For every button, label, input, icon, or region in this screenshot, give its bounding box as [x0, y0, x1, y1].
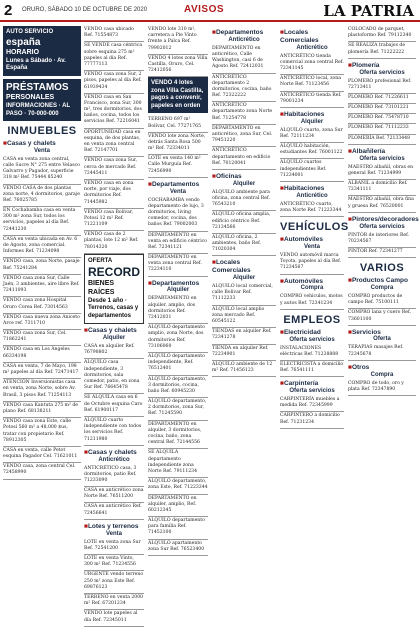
classified-ad: CARPINTERO a domicilio Ref. 71231234 [280, 412, 344, 428]
classified-ad: ANTICRÉTICO departamento zona Norte Ref. 71254778 [212, 102, 276, 125]
classified-heading: ■ Automóviles [280, 278, 344, 286]
classified-subheading: Alquiler [166, 287, 190, 294]
classified-ad: ALQUILO casa independiente, 3 dormitorios, sala comedor, patio, en zona Sur Ref. 76645478 [84, 359, 144, 394]
classified-ad: ALQUILO departamento, zona Este, Ref. 71223344 [148, 478, 208, 494]
column-3 [148, 26, 208, 552]
classified-ad: ALQUILO departamento, 2 dormitorios, zona Sur, Ref. 71245590 [148, 398, 208, 421]
classified-heading: ■ Departamentos [148, 280, 208, 288]
classified-subheading: Oferta servicios [359, 223, 405, 230]
classified-ad: LOTE en venta 140 m² Calle Murguía Ref. 72456990 [148, 155, 208, 178]
classified-ad: CASA en venta zona central, calle Sucre N° 275 entre Velasco Galvarro y Pagador, superficie 318 m² Ref. 75444 85240 [3, 156, 81, 185]
classified-ad: VENDO casa, zona Norte, pasaje Ref. 75241284 [3, 258, 81, 274]
category-inmuebles: INMUEBLES [7, 125, 77, 137]
classified-ad: VENDO automóvil marca Toyota, papeles al día Ref. 71234567 [280, 252, 344, 275]
classified-ad: INSTALACIONES eléctricas Ref. 71238888 [280, 345, 344, 361]
classified-ad: TIENDAS en alquiler Ref. 72341278 [212, 328, 276, 344]
classified-ad: VENDO lote papeles al día Ref. 72345011 [84, 610, 144, 626]
classified-ad: ANTICRÉTICO casa, 3 dormitorios, patio Ref. 71233090 [84, 465, 144, 488]
classified-ad: CASA en venta ubicada en Av. 6 de Agosto, zona comercial. Informes Ref. 71234098 [3, 236, 81, 259]
classified-ad: ANTICRÉTICO local, zona Norte Ref. 71123456 [280, 75, 344, 91]
classified-ad: VENDO casa en San Francisco, zona Sur, 300 m², tres dormitorios, dos baños, cocina, todos los servicios Ref. 72216041 [84, 94, 144, 129]
classified-ad: ANTICRÉTICO cuarto, zona Norte Ref. 71223344 [280, 201, 344, 217]
classified-list [280, 396, 344, 429]
classified-subheading: Venta [33, 147, 50, 154]
column-1 [3, 26, 81, 510]
column-4 [212, 26, 276, 510]
classified-ad: OPORTUNIDAD casa en esquina, de dos plantas, en venta zona central Ref. 72147701 [84, 129, 144, 158]
classified-ad: ALQUILO ambiente de 12 m² Ref. 71456123 [212, 361, 276, 377]
classified-ad: VENDO lote zona Norte, detrás Santa Rosa 500 m² Ref. 72334011 [148, 133, 208, 156]
classified-heading: ■ Habitaciones [280, 111, 344, 119]
classified-ad: VENDO 4 lotes zona Villa Castilla, Oruro, Cel. 72412056 [148, 55, 208, 78]
display-ad-record: OFERTA RECORD BIENES RAÍCES Desde 1 año · Terrenos, casas y departamentos [84, 254, 144, 325]
classified-list [212, 189, 276, 257]
category-vehiculos: VEHÍCULOS [280, 221, 349, 234]
classified-ad: ALQUILO oficina, 2 ambientes, baño Ref. 71020304 [212, 234, 276, 257]
classified-ad: VENDO casa zona Sur, Cel. 71862241 [3, 330, 81, 346]
classified-ad: PINTOR Ref. 72341277 [348, 248, 416, 258]
display-ad-autoservicio: AUTO SERVICIO españa HORARIO Lunes a Sábado · Av. España [3, 26, 81, 76]
classified-ad: COMPRO productos de campo Ref. 75100111 [348, 293, 416, 309]
classified-heading: ■ Locales Comerciales [212, 259, 276, 275]
classified-ad: CASA en venta, calle Petot esquina Pagador Cel. 71621011 [3, 447, 81, 463]
classified-heading: ■ Lotes y terrenos [84, 523, 144, 531]
classified-ad: DEPARTAMENTO en venta zona central Ref. 72234110 [148, 254, 208, 277]
classified-ad: LOTE en venta zona Sur Ref. 72541200 [84, 539, 144, 555]
classified-heading: ■ Casas y chalets [84, 327, 144, 335]
classified-ad: COLOCADO de parquet, plastoformo Ref. 79112340 [348, 26, 416, 42]
classified-ad: PLOMERÍA Ref. 72133448 [348, 135, 416, 145]
page-number: 2 [4, 2, 13, 19]
classified-ad: DEPARTAMENTO en alquiler, amplio, Ref. 60212345 [148, 495, 208, 518]
classified-subheading: Venta [303, 243, 320, 250]
classified-ad: ANTICRÉTICO departamento 2 dormitorios, cocina, baño Ref. 72322222 [212, 74, 276, 103]
classified-list [148, 116, 208, 178]
classified-list [348, 293, 416, 326]
classified-ad: VENDO casa nueva zona Aniceto Arce ref. 7311710 [3, 314, 81, 330]
classified-ad: ALQUILO oficina amplia, edificio céntrico Ref. 72134566 [212, 211, 276, 234]
classified-ad: MAESTRO albañil, obra fina y gruesa Ref. 76520001 [348, 196, 416, 212]
classified-ad: MAESTRO albañil, obras en general Ref. 71234999 [348, 164, 416, 180]
classified-list [348, 26, 416, 59]
classified-subheading: Anticrético [296, 192, 328, 199]
classified-list [84, 26, 144, 254]
classified-ad: VENDO casa zona Sur, Calle Jaén, 3 ambientes, aire libre Ref. 72411093 [3, 275, 81, 298]
classified-subheading: Venta [169, 188, 186, 195]
classified-ad: VENDO casa en Los Ángeles 66334198 [3, 346, 81, 362]
classified-list [84, 539, 144, 627]
classified-ad: ALQUILO cuarto independiente con todos los servicios Ref. 71211980 [84, 417, 144, 446]
classified-list [348, 78, 416, 145]
classified-heading: ■ Casas y chalets [84, 449, 144, 457]
classified-ad: DEPARTAMENTO en anticrético, zona Sur, Cel. 79451220 [212, 125, 276, 148]
classified-ad: TERRENO 697 m² Bolívar, Cel. 77271765 [148, 116, 208, 132]
classified-heading: ■ Pintores/decoradores [348, 216, 416, 224]
classified-subheading: Alquiler [232, 275, 256, 282]
classified-heading: ■ Productos Campo [348, 277, 416, 285]
classified-heading: ■ Albañilería [348, 148, 416, 156]
classified-heading: ■ Habitaciones [280, 185, 344, 193]
classified-subheading: Alquiler [102, 335, 126, 342]
classified-subheading: Oferta servicios [289, 336, 335, 343]
classified-heading: ■ Servicios [348, 329, 416, 337]
classified-list [348, 344, 416, 360]
classified-ad: VENDO casa ubicado Ref. 71554873 [84, 26, 144, 42]
classified-ad: PLOMERO Ref. 73101221 [348, 104, 416, 114]
classified-heading: ■ Plomería [348, 62, 416, 70]
classified-list [280, 127, 344, 182]
classified-subheading: Oferta [373, 336, 391, 343]
classified-list [3, 156, 81, 480]
classified-heading: ■ Departamentos [212, 29, 276, 37]
classified-ad: ANTICRÉTICO tienda comercial zona central Ref. 72341145 [280, 53, 344, 76]
classified-heading: ■ Automóviles [280, 236, 344, 244]
classified-ad: DEPARTAMENTO en alquiler, amplio, dos dormitorios Ref. 72412031 [148, 295, 208, 324]
classified-subheading: Oferta servicios [359, 155, 405, 162]
classified-heading: ■ Locales Comerciales [280, 29, 344, 45]
classified-ad: ALQUILO departamento independiente, Ref. 76512401 [148, 353, 208, 376]
classified-ad: ALQUILO cuarto, zona Sur Ref. 72111234 [280, 127, 344, 143]
classified-list [348, 380, 416, 396]
classified-subheading: Anticrético [98, 456, 130, 463]
category-varios: VARIOS [359, 262, 405, 275]
classified-ad: ALQUILO apartamento zona Sur Ref. 76523400 [148, 540, 208, 556]
classified-subheading: Oferta servicios [359, 69, 405, 76]
classified-ad: VENDO casa Bolívar, Potosí 12 m² Ref. 71221109 [84, 209, 144, 232]
classified-ad: SE ALQUILA casa en 6 de Octubre esquina Caro Ref. 61900117 [84, 394, 144, 417]
classified-ad: TIENDA en alquiler Ref. 72234901 [212, 345, 276, 361]
page-header [0, 0, 420, 22]
classified-list [148, 295, 208, 556]
classified-subheading: Alquiler [300, 118, 324, 125]
classified-ad: VENDO casa, zona central Cel. 72458990 [3, 463, 81, 479]
classified-heading: ■ Otros [348, 364, 416, 372]
classified-ad: CARPINTERÍA muebles a medida Ref. 72345999 [280, 396, 344, 412]
classified-subheading: Compra [370, 284, 394, 291]
classified-ad: ALQUILO local amplio zona mercado Ref. 60545122 [212, 306, 276, 329]
classified-ad: ANTICRÉTICO tienda Ref. 79001234 [280, 92, 344, 108]
classified-subheading: Compra [370, 371, 394, 378]
classified-heading: ■ Electricidad [280, 329, 344, 337]
classified-ad: ALQUILO habitación, estudiantes Ref. 76001122 [280, 143, 344, 159]
classified-ad: COMPRO lana y cuero Ref. 73601100 [348, 309, 416, 325]
column-6 [348, 26, 419, 510]
classified-ad: SE REALIZA trabajos de plomería Ref. 71222222 [348, 42, 416, 58]
classified-ad: COMPRO de todo, oro y plata Ref. 72347890 [348, 380, 416, 396]
classified-ad: LOTE en venta Vinto, 300 m² Ref. 71234556 [84, 555, 144, 571]
classified-ad: ALQUILO departamento amplio, zona Norte, dos dormitorios Ref. 73106060 [148, 324, 208, 353]
classified-subheading: Alquiler [232, 180, 256, 187]
classified-ad: PLOMERO Ref. 71112233 [348, 124, 416, 134]
dateline: ORURO, SÁBADO 10 DE OCTUBRE DE 2020 [22, 7, 148, 13]
classified-heading: ■ Oficinas [212, 173, 276, 181]
classified-ad: COMPRO vehículos, motos y autos Ref. 72341234 [280, 293, 344, 309]
classified-ad: ALQUILO local comercial, calle Bolívar Ref. 71112233 [212, 283, 276, 306]
classified-ad: COCHABAMBA vendo departamento de lujo, 3 dormitorios, living comedor, cocina, dos baños Ref. 79002003 [148, 197, 208, 232]
classified-list [148, 26, 208, 77]
classified-list [148, 197, 208, 277]
classified-heading: ■ Casas y chalets [3, 140, 81, 148]
classified-ad: PLOMERO Ref. 75478710 [348, 114, 416, 124]
classified-ad: PINTOR de interiores Ref. 70234567 [348, 232, 416, 248]
classified-ad: DEPARTAMENTO en alquiler, 3 dormitorios, cocina, baño, zona central Ref. 72144556 [148, 421, 208, 450]
classified-ad: VENDO casa de 2 plantas, lote 12 m² Ref. 78014320 [84, 231, 144, 254]
classified-ad: ALBAÑIL a domicilio Ref. 72341111 [348, 180, 416, 196]
classified-heading: ■ Carpintería [280, 380, 344, 388]
classified-list [280, 345, 344, 378]
classified-list [280, 252, 344, 275]
classified-list [212, 45, 276, 170]
classified-ad: URGENTE vendo terreno 250 m² zona Este Ref. 69876123 [84, 571, 144, 594]
classified-ad: VENDO casa zona Sur, cerca de mercado Ref. 72445411 [84, 157, 144, 180]
classified-heading: ■ Departamentos [148, 181, 208, 189]
classified-ad: SE VENDE casa céntrica sobre esquina 275 m² papeles al día Ref. 77777113 [84, 42, 144, 71]
classified-ad: ANTICRÉTICO departamento en edificio Ref. 70120041 [212, 147, 276, 170]
classified-ad: VENDO casa zona Hospital Oruro Corea Ref. 73014563 [3, 297, 81, 313]
classified-list [280, 293, 344, 309]
classified-ad: ALQUILO departamento, 3 dormitorios, cocina, baño Ref. 60945230 [148, 376, 208, 399]
classified-list [280, 201, 344, 217]
classified-subheading: Oferta servicios [289, 388, 335, 395]
classified-list [280, 53, 344, 108]
column-2 [84, 26, 144, 623]
classified-ad: CASA en alquiler Ref. 76798802 [84, 343, 144, 359]
classified-ad: ALQUILO ambiente para oficina, zona central Ref. 76543210 [212, 189, 276, 212]
classified-ad: EN Cochabamba casa en venta 300 m² zona Sur, todos los servicios, papeles al día Ref. 72441230 [3, 207, 81, 236]
newspaper-logo: LA PATRIA [323, 2, 414, 20]
classified-ad: VENDO casa zona Sur, 2 pisos, papeles al día Ref. 61939434 [84, 71, 144, 94]
classified-ad: CASA en anticrético Ref. 72456641 [84, 503, 144, 519]
classified-list [84, 343, 144, 446]
classified-ad: TERRENO en venta 2000 m² Ref. 67201234 [84, 594, 144, 610]
category-empleos: EMPLEOS [283, 313, 341, 326]
classified-ad: VENDO casa en zona norte, por viaje, dos dormitorios Ref. 71445982 [84, 180, 144, 209]
classified-subheading: Anticrético [228, 36, 260, 43]
classified-subheading: Compra [300, 285, 324, 292]
classified-subheading: Venta [105, 530, 122, 537]
classified-ad: ALQUILO departamento para familia Ref. 71452100 [148, 517, 208, 540]
classified-ad: VENDO lote 310 m², carretera a Pie Vinto frente a Palca Ref. 79902012 [148, 26, 208, 55]
classified-ad: PLOMERO Ref. 71226611 [348, 94, 416, 104]
display-ad-prestamos: PRÉSTAMOS PERSONALES INFORMACIONES · AL PASO · 70-000-000 [3, 79, 81, 121]
classified-ad: VENDO CASA de dos plantas zona norte, 4 dormitorios, garaje Ref. 76025785 [3, 185, 81, 208]
classified-ad: CASA en venta, 7 de Mayo, 198 m² papeles al día Ref. 72471417 [3, 363, 81, 379]
classified-subheading: Anticrético [296, 44, 328, 51]
classified-ad: SE ALQUILA departamento independiente zona Norte Ref. 79111234 [148, 449, 208, 478]
classified-ad: PLOMERO profesional Ref. 72713411 [348, 78, 416, 94]
classified-list [212, 283, 276, 377]
classified-ad: VENDO casa Kantuta 275 m² de plano Ref. 68138211 [3, 402, 81, 418]
classified-ad: ALQUILO cuartos independientes Ref. 71234001 [280, 159, 344, 182]
classified-ad: TERAPIAS masajes Ref. 72345678 [348, 344, 416, 360]
classified-list [348, 164, 416, 213]
classified-ad: DEPARTAMENTO en anticrético, Calle Washington, casi 6 de Agosto Ref. 72412031 [212, 45, 276, 74]
classified-ad: DEPARTAMENTO en venta en edificio céntrico Ref. 72341121 [148, 232, 208, 255]
display-ad-lotes: VENDO 4 lotes zona Villa Castilla, pagos a convenir, papeles en orden [148, 77, 208, 113]
column-5 [280, 26, 349, 510]
classified-ad: ATENCIÓN Inversionistas casa en venta, zona Norte, sobre Av. Brasil, 3 pisos Ref. 71254113 [3, 379, 81, 402]
classified-ad: ELECTRICISTA a domicilio Ref. 76541111 [280, 361, 344, 377]
classified-ad: CASA en anticrético zona Norte Ref. 76511200 [84, 487, 144, 503]
classified-ad: VENDO casa zona Este, calle Potosí 560 m² a 48.000 $us, tratar con propietario Ref. 78912305 [3, 418, 81, 447]
classified-list [84, 465, 144, 520]
classified-list [348, 232, 416, 259]
section-title: AVISOS [184, 4, 225, 15]
